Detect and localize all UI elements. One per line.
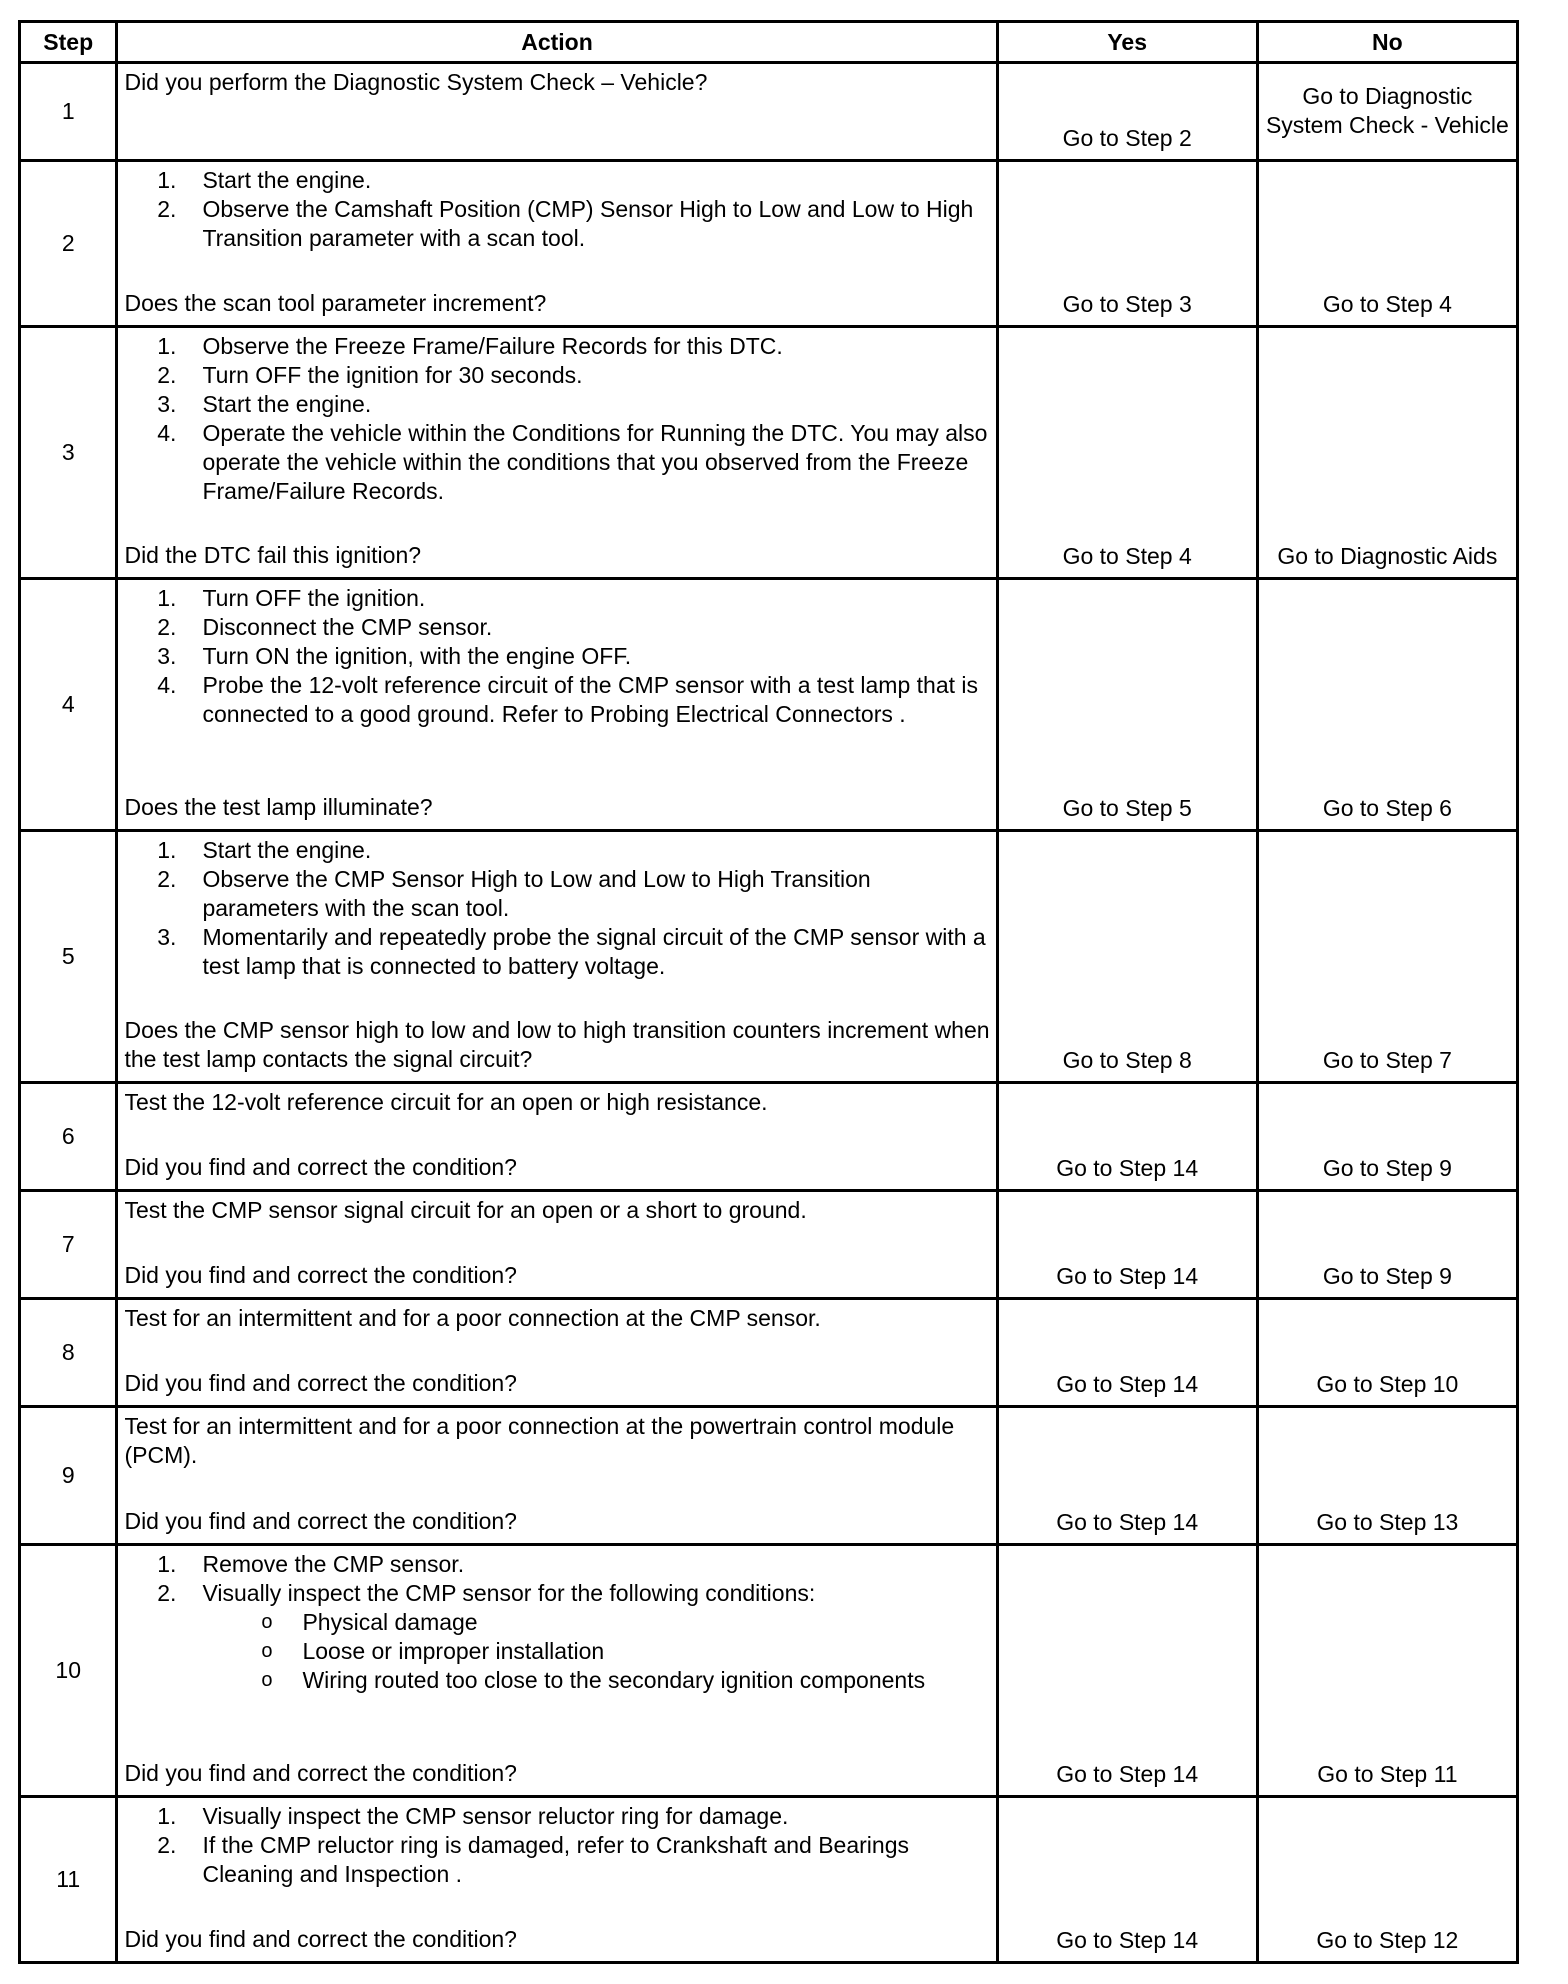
action-step-number: 1.	[157, 585, 177, 611]
action-step-text: Observe the Camshaft Position (CMP) Sensor High to Low and Low to High Transition parameter with a scan tool.	[202, 196, 974, 251]
action-step-text: Turn OFF the ignition.	[202, 585, 426, 611]
yes-result: Go to Step 14	[997, 1299, 1257, 1407]
action-steps-list	[124, 332, 989, 506]
action-question: Does the CMP sensor high to low and low to high transition counters increment when the test lamp contacts the signal circuit?	[124, 1017, 990, 1072]
action-step-number: 3.	[157, 391, 177, 417]
action-subitems-list	[124, 1608, 989, 1695]
action-step-number: 2.	[157, 196, 177, 222]
no-result: Go to Step 6	[1257, 579, 1517, 831]
action-question: Did you find and correct the condition?	[124, 1370, 517, 1396]
action-step-number: 3.	[157, 924, 177, 950]
no-result: Go to Step 12	[1257, 1797, 1517, 1963]
no-result: Go to Step 9	[1257, 1083, 1517, 1191]
action-content	[124, 584, 989, 822]
action-step-text: Observe the CMP Sensor High to Low and Low to High Transition parameters with the scan tool.	[202, 866, 871, 921]
action-subitem-text: Wiring routed too close to the secondary ignition components	[302, 1667, 926, 1693]
yes-result: Go to Step 4	[997, 327, 1257, 579]
no-result: Go to Step 9	[1257, 1191, 1517, 1299]
step-number: 10	[20, 1545, 117, 1797]
action-step-item	[124, 642, 989, 671]
step-number: 3	[20, 327, 117, 579]
action-cell	[117, 1545, 997, 1797]
action-step-number: 1.	[157, 1551, 177, 1577]
action-cell	[117, 63, 997, 161]
no-result: Go to Diagnostic System Check - Vehicle	[1257, 63, 1517, 161]
table-row	[20, 1545, 1518, 1797]
action-step-text: Turn ON the ignition, with the engine OFF.	[202, 643, 632, 669]
action-question: Did you find and correct the condition?	[124, 1154, 517, 1180]
no-result: Go to Step 13	[1257, 1407, 1517, 1545]
action-step-item	[124, 584, 989, 613]
action-step-text: Remove the CMP sensor.	[202, 1551, 465, 1577]
no-result: Go to Diagnostic Aids	[1257, 327, 1517, 579]
action-steps-list	[124, 1550, 989, 1695]
no-result: Go to Step 7	[1257, 831, 1517, 1083]
action-step-item	[124, 836, 989, 865]
table-body	[20, 63, 1518, 1963]
action-step-text: Operate the vehicle within the Conditions for Running the DTC. You may also operate the vehicle within the conditions that you observed from the Freeze Frame/Failure Records.	[202, 420, 988, 504]
action-step-number: 2.	[157, 1580, 177, 1606]
action-content	[124, 1304, 989, 1398]
bullet-icon: o	[261, 1611, 273, 1633]
action-step-text: Probe the 12-volt reference circuit of the CMP sensor with a test lamp that is connected to a good ground. Refer to Probing Electrical Connectors .	[202, 672, 978, 727]
diagnostic-table	[18, 20, 1519, 1964]
action-step-item	[124, 1579, 989, 1608]
action-step-item	[124, 166, 989, 195]
yes-result: Go to Step 14	[997, 1545, 1257, 1797]
action-step-item	[124, 1831, 989, 1889]
action-step-item	[124, 390, 989, 419]
table-row	[20, 1407, 1518, 1545]
action-question: Did you find and correct the condition?	[124, 1926, 517, 1952]
action-step-item	[124, 671, 989, 729]
action-steps-list	[124, 166, 989, 253]
action-step-text: Turn OFF the ignition for 30 seconds.	[202, 362, 583, 388]
yes-result: Go to Step 14	[997, 1797, 1257, 1963]
step-number: 4	[20, 579, 117, 831]
action-step-item	[124, 361, 989, 390]
action-step-number: 1.	[157, 167, 177, 193]
action-step-number: 2.	[157, 362, 177, 388]
action-step-number: 2.	[157, 614, 177, 640]
bullet-icon: o	[261, 1669, 273, 1691]
action-step-item	[124, 419, 989, 506]
action-step-number: 2.	[157, 1832, 177, 1858]
action-step-item	[124, 613, 989, 642]
action-step-item	[124, 1550, 989, 1579]
action-step-number: 4.	[157, 672, 177, 698]
action-cell	[117, 1083, 997, 1191]
yes-result: Go to Step 14	[997, 1407, 1257, 1545]
table-row	[20, 831, 1518, 1083]
table-row	[20, 1299, 1518, 1407]
action-step-text: Disconnect the CMP sensor.	[202, 614, 493, 640]
header-yes: Yes	[997, 22, 1257, 63]
action-question: Did the DTC fail this ignition?	[124, 542, 422, 568]
action-question: Does the test lamp illuminate?	[124, 794, 433, 820]
action-step-text: Momentarily and repeatedly probe the signal circuit of the CMP sensor with a test lamp that is connected to battery voltage.	[202, 924, 986, 979]
step-number: 5	[20, 831, 117, 1083]
step-number: 8	[20, 1299, 117, 1407]
step-number: 7	[20, 1191, 117, 1299]
action-content	[124, 1550, 989, 1788]
action-step-text: Start the engine.	[202, 167, 372, 193]
table-row	[20, 327, 1518, 579]
action-intro: Test the 12-volt reference circuit for an open or high resistance.	[124, 1089, 768, 1115]
action-subitem	[124, 1666, 989, 1695]
step-number: 2	[20, 161, 117, 327]
action-question: Does the scan tool parameter increment?	[124, 290, 547, 316]
action-step-number: 1.	[157, 333, 177, 359]
action-intro: Test the CMP sensor signal circuit for an open or a short to ground.	[124, 1197, 807, 1223]
action-question: Did you find and correct the condition?	[124, 1760, 517, 1786]
yes-result: Go to Step 3	[997, 161, 1257, 327]
table-row	[20, 579, 1518, 831]
header-action: Action	[117, 22, 997, 63]
yes-result: Go to Step 5	[997, 579, 1257, 831]
action-question: Did you find and correct the condition?	[124, 1508, 517, 1534]
action-content	[124, 166, 989, 318]
action-step-text: If the CMP reluctor ring is damaged, refer to Crankshaft and Bearings Cleaning and Inspection .	[202, 1832, 909, 1887]
action-content	[124, 836, 989, 1074]
action-step-number: 4.	[157, 420, 177, 446]
yes-result: Go to Step 14	[997, 1191, 1257, 1299]
step-number: 6	[20, 1083, 117, 1191]
action-step-item	[124, 1802, 989, 1831]
action-step-text: Visually inspect the CMP sensor reluctor ring for damage.	[202, 1803, 789, 1829]
action-subitem	[124, 1608, 989, 1637]
action-step-item	[124, 332, 989, 361]
no-result: Go to Step 11	[1257, 1545, 1517, 1797]
table-row	[20, 63, 1518, 161]
action-content	[124, 68, 989, 152]
action-steps-list	[124, 1802, 989, 1889]
action-cell	[117, 579, 997, 831]
action-cell	[117, 1407, 997, 1545]
header-row	[20, 22, 1518, 63]
step-number: 11	[20, 1797, 117, 1963]
action-content	[124, 1412, 989, 1536]
action-cell	[117, 1191, 997, 1299]
table-row	[20, 1797, 1518, 1963]
action-step-text: Start the engine.	[202, 391, 372, 417]
step-number: 1	[20, 63, 117, 161]
yes-result: Go to Step 8	[997, 831, 1257, 1083]
no-result: Go to Step 10	[1257, 1299, 1517, 1407]
action-cell	[117, 1797, 997, 1963]
action-cell	[117, 1299, 997, 1407]
action-step-text: Observe the Freeze Frame/Failure Records for this DTC.	[202, 333, 783, 359]
step-number: 9	[20, 1407, 117, 1545]
action-step-text: Visually inspect the CMP sensor for the following conditions:	[202, 1580, 816, 1606]
action-cell	[117, 831, 997, 1083]
no-result: Go to Step 4	[1257, 161, 1517, 327]
action-steps-list	[124, 584, 989, 729]
action-content	[124, 332, 989, 570]
action-step-text: Start the engine.	[202, 837, 372, 863]
table-row	[20, 161, 1518, 327]
action-step-number: 3.	[157, 643, 177, 669]
action-step-item	[124, 923, 989, 981]
yes-result: Go to Step 14	[997, 1083, 1257, 1191]
action-content	[124, 1802, 989, 1954]
action-step-item	[124, 865, 989, 923]
action-question: Did you find and correct the condition?	[124, 1262, 517, 1288]
action-intro: Test for an intermittent and for a poor connection at the CMP sensor.	[124, 1305, 821, 1331]
action-step-number: 1.	[157, 1803, 177, 1829]
header-no: No	[1257, 22, 1517, 63]
header-step: Step	[20, 22, 117, 63]
action-cell	[117, 327, 997, 579]
action-intro: Did you perform the Diagnostic System Check – Vehicle?	[124, 69, 708, 95]
action-step-item	[124, 195, 989, 253]
action-content	[124, 1088, 989, 1182]
action-subitem	[124, 1637, 989, 1666]
action-content	[124, 1196, 989, 1290]
action-subitem-text: Loose or improper installation	[302, 1638, 605, 1664]
action-steps-list	[124, 836, 989, 981]
bullet-icon: o	[261, 1640, 273, 1662]
action-subitem-text: Physical damage	[302, 1609, 478, 1635]
table-row	[20, 1191, 1518, 1299]
action-intro: Test for an intermittent and for a poor connection at the powertrain control module (PCM).	[124, 1413, 955, 1468]
yes-result: Go to Step 2	[997, 63, 1257, 161]
table-row	[20, 1083, 1518, 1191]
action-cell	[117, 161, 997, 327]
action-step-number: 1.	[157, 837, 177, 863]
action-step-number: 2.	[157, 866, 177, 892]
